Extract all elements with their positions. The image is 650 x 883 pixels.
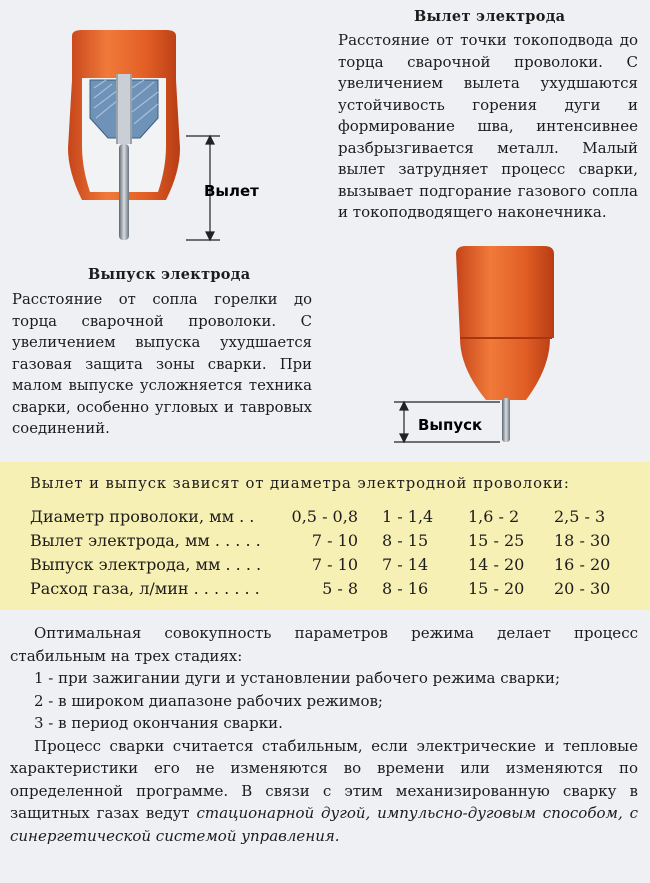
row-label: Расход газа, л/мин . . . . . . .	[30, 579, 260, 598]
row-label: Вылет электрода, мм . . . . .	[30, 531, 261, 550]
table-cell: 2,5 - 3	[554, 507, 606, 526]
table-cell: 7 - 10	[311, 555, 358, 574]
table-cell: 7 - 14	[382, 555, 429, 574]
vypusk-heading: Выпуск электрода	[88, 266, 251, 283]
list-item: 3 - в период окончания сварки.	[34, 714, 283, 732]
vypusk-description: Расстояние от сопла горелки до торца сварочной проволоки. С увеличением выпуска ухудшается газовая защита зоны сварки. При малом выпуске усложняется техника сварки, особенно угловых и тавровых соединений.	[12, 291, 312, 437]
table-cell: 1 - 1,4	[382, 507, 434, 526]
nozzle-shape-2	[456, 246, 554, 400]
paragraph-stability-text: Процесс сварки считается стабильным, если электрические и тепловые характеристики его не изменяются во времени или изменяются по определенной программе. В связи с этим механизированную сварку в защитных газах ведут	[10, 736, 638, 822]
table-cell: 0,5 - 0,8	[291, 507, 358, 526]
table-cell: 15 - 25	[468, 531, 525, 550]
table-row	[30, 577, 640, 601]
parameters-table	[30, 505, 640, 601]
table-cell: 20 - 30	[554, 579, 611, 598]
row-label: Выпуск электрода, мм . . . .	[30, 555, 262, 574]
table-cell: 8 - 15	[382, 531, 429, 550]
vypusk-diagram	[390, 238, 570, 448]
table-cell: 7 - 10	[311, 531, 358, 550]
vylet-description: Расстояние от точки токоподвода до торца сварочной проволоки. С увеличением вылета ухудшаются устойчивость горения дуги и формирование шва, интенсивнее разбрызгивается металл. Малый вылет затрудняет процесс сварки, вызывает подгорание газового сопла и токоподводящего наконечника.	[338, 31, 638, 221]
table-cell: 16 - 20	[554, 555, 611, 574]
paragraph-stability	[10, 735, 638, 848]
table-row	[30, 529, 640, 553]
paragraph-stability-italic: стационарной дугой, импульсно-дуговым способом, с синергетической системой управления.	[10, 804, 638, 845]
list-item: 1 - при зажигании дуги и установлении рабочего режима сварки;	[34, 669, 561, 687]
table-cell: 1,6 - 2	[468, 507, 520, 526]
row-label: Диаметр проволоки, мм . .	[30, 507, 255, 526]
list-item: 2 - в широком диапазоне рабочих режимов;	[34, 691, 383, 710]
body-text	[10, 622, 638, 847]
table-cell: 14 - 20	[468, 555, 525, 574]
table-cell: 15 - 20	[468, 579, 525, 598]
parameters-heading: Вылет и выпуск зависят от диаметра электродной проволоки:	[30, 475, 570, 492]
paragraph-stages: Оптимальная совокупность параметров режима делает процесс стабильным на трех стадиях:	[10, 624, 638, 665]
table-cell: 18 - 30	[554, 531, 611, 550]
wire-shape	[119, 144, 129, 240]
table-row	[30, 553, 640, 577]
wire-shape-2	[502, 398, 510, 442]
table-cell: 5 - 8	[322, 579, 358, 598]
vypusk-label: Выпуск	[418, 416, 483, 434]
vylet-diagram	[60, 28, 290, 258]
vylet-label: Вылет	[204, 182, 259, 200]
vylet-heading: Вылет электрода	[414, 8, 566, 25]
table-cell: 8 - 16	[382, 579, 429, 598]
table-row	[30, 505, 640, 529]
